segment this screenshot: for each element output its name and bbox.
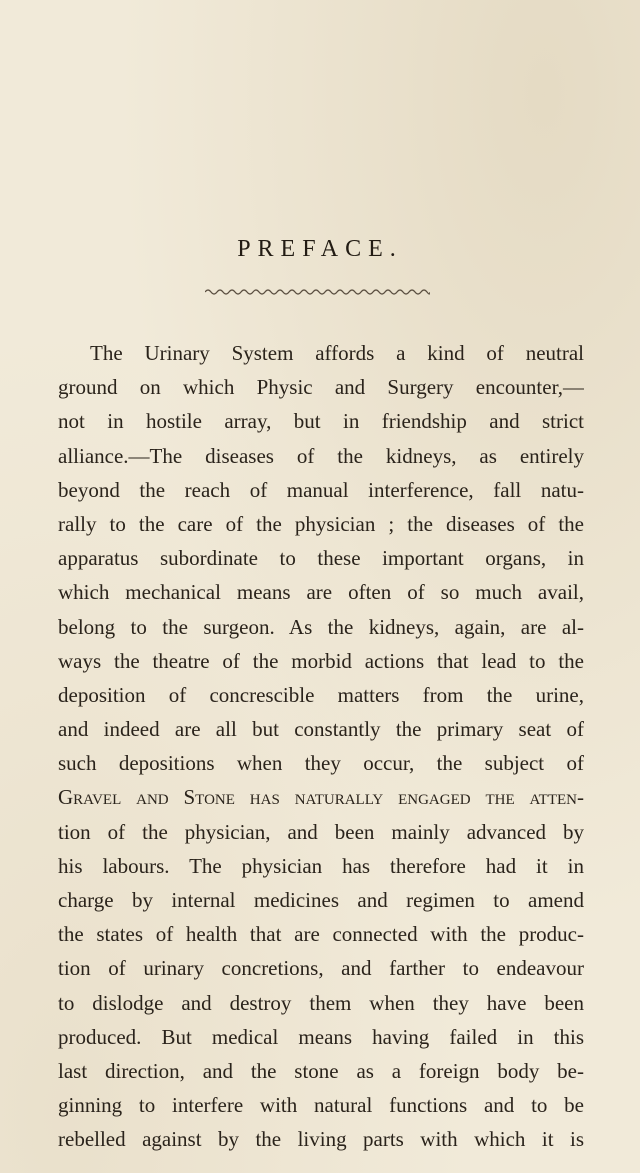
preface-text [58,336,584,1157]
text-line: ground on which Physic and Surgery encounter,— [58,375,584,400]
text-line: ways the theatre of the morbid actions that lead to the [58,648,584,673]
text-line: his labours. The physician has therefore had it in [58,853,584,878]
text-line: last direction, and the stone as a foreign body be- [58,1058,584,1083]
text-line: which mechanical means are often of so much avail, [58,580,584,605]
text-line: alliance.—The diseases of the kidneys, as entirely [58,443,584,468]
text-line: tion of urinary concretions, and farther to endeavour [58,956,584,981]
text-line: deposition of concrescible matters from the urine, [58,682,584,707]
text-line: apparatus subordinate to these important organs, in [58,546,584,571]
text-line: such depositions when they occur, the subject of [58,751,584,776]
text-line: rally to the care of the physician ; the diseases of the [58,511,584,536]
page-heading: PREFACE. [237,236,403,262]
text-line: charge by internal medicines and regimen to amend [58,888,584,912]
text-line: not in hostile array, but in friendship and strict [58,409,584,434]
text-line: The Urinary System affords a kind of neutral [90,341,584,365]
text-line: the states of health that are connected with the produc- [58,922,584,947]
text-line: and indeed are all but constantly the primary seat of [58,717,584,742]
wavy-rule-ornament [205,287,430,297]
text-line: produced. But medical means having failed in this [58,1024,584,1049]
text-line: tion of the physician, and been mainly advanced by [58,819,584,844]
text-line: ginning to interfere with natural functions and to be [58,1093,584,1118]
text-line: beyond the reach of manual interference, fall natu- [58,477,584,502]
text-line: belong to the surgeon. As the kidneys, again, are al- [58,614,584,639]
text-line: rebelled against by the living parts with which it is [58,1127,584,1152]
text-line: to dislodge and destroy them when they have been [58,990,584,1015]
text-line: Gravel and Stone has naturally engaged the atten- [58,785,584,810]
